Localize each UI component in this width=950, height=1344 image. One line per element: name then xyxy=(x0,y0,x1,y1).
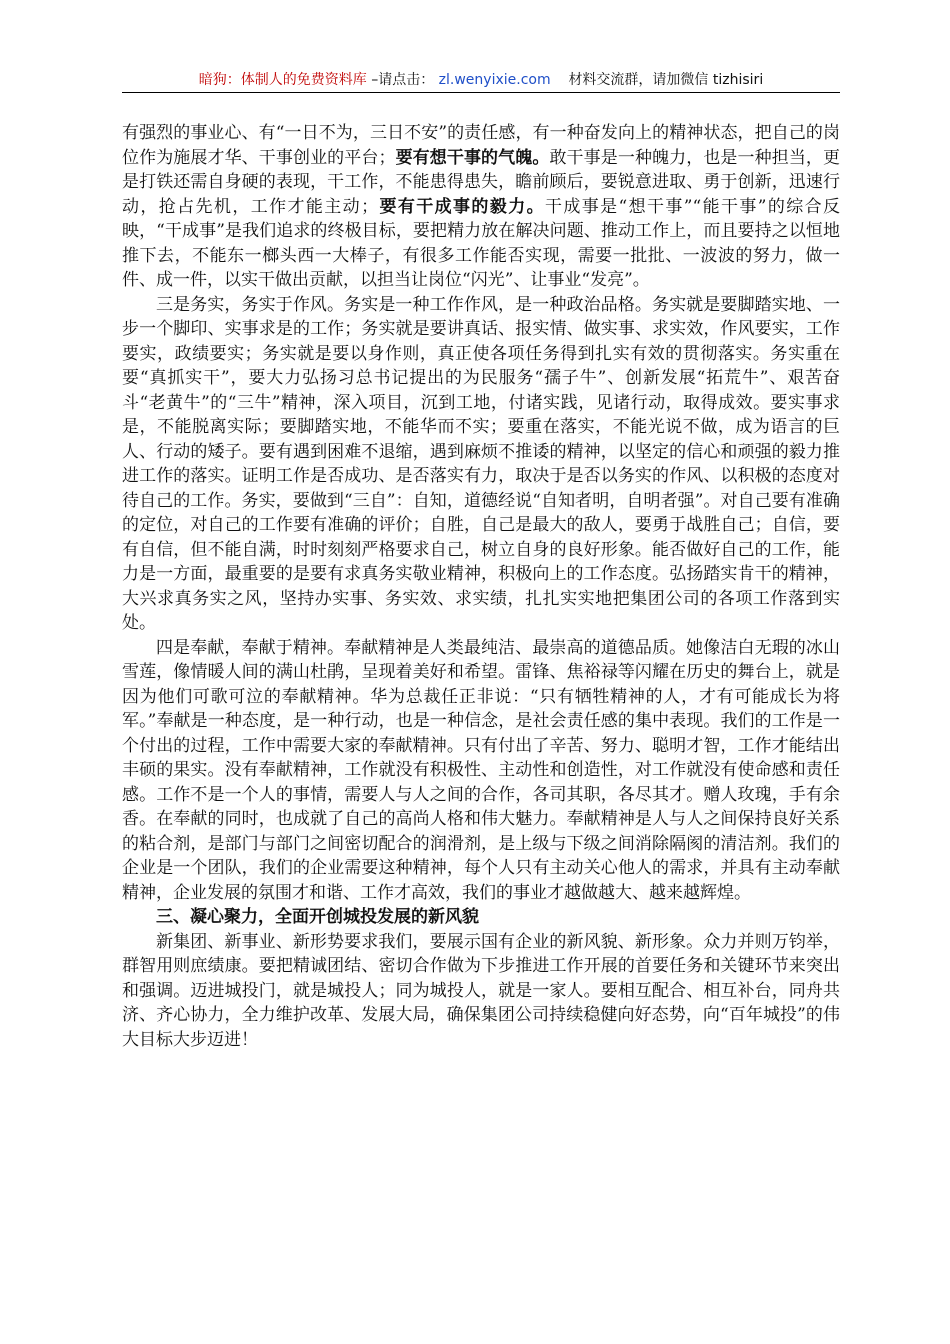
paragraph-1-text-a: 有强烈的事业心、有“一日不为，三日不安”的责任感，有一种奋发向上的精神状态，把自己的岗位作为施展才华、干事创业的平台； xyxy=(122,123,840,168)
header-link-prefix: –请点击： xyxy=(371,72,435,88)
paragraph-1-text-d: 干成事是“想干事”“能干事”的综合反映，“干成事”是我们追求的终极目标，要把精力放在解决问题、推动工作上，而且要持之以恒地推下去，不能东一榔头西一大棒子，有很多工作能否实现，需要一批批、一波波的努力，做一件、成一件，以实干做出贡献，以担当让岗位“闪光”、让事业“发亮”。 xyxy=(122,196,840,290)
paragraph-practical: 三是务实，务实于作风。务实是一种工作作风，是一种政治品格。务实就是要脚踏实地、一步一个脚印、实事求是的工作；务实就是要讲真话、报实情、做实事、求实效，作风要实，工作要实，政绩要实；务实就是要以身作则，真正使各项任务得到扎实有效的贯彻落实。务实重在要“真抓实干”，要大力弘扬习总书记提出的为民服务“孺子牛”、创新发展“拓荒牛”、艰苦奋斗“老黄牛”的“三牛”精神，深入项目，沉到工地，付诸实践，见诸行动，取得成效。要实事求是，不能脱离实际；要脚踏实地，不能华而不实；要重在落实，不能光说不做，成为语言的巨人、行动的矮子。要有遇到困难不退缩，遇到麻烦不推诿的精神，以坚定的信心和顽强的毅力推进工作的落实。证明工作是否成功、是否落实有力，取决于是否以务实的作风、以积极的态度对待自己的工作。务实，要做到“三自”：自知，道德经说“自知者明，自明者强”。对自己要有准确的定位，对自己的工作要有准确的评价；自胜，自己是最大的敌人，要勇于战胜自己；自信，要有自信，但不能自满，时时刻刻严格要求自己，树立自身的良好形象。能否做好自己的工作，能力是一方面，最重要的是要有求真务实敬业精神，积极向上的工作态度。弘扬踏实肯干的精神，大兴求真务实之风，坚持办实事、务实效、求实绩，扎扎实实地把集团公司的各项工作落到实处。 xyxy=(122,294,840,633)
paragraph-1-text-c: 敢干事是一种魄力，也是一种担当，更是打铁还需自身硬的表现，干工作，不能患得患失，瞻前顾后，要锐意进取、勇于创新，迅速行动，抢占先机，工作才能主动； xyxy=(122,147,841,217)
paragraph-dedication: 四是奉献，奉献于精神。奉献精神是人类最纯洁、最崇高的道德品质。她像洁白无瑕的冰山雪莲，像情暖人间的满山杜鹃，呈现着美好和希望。雷锋、焦裕禄等闪耀在历史的舞台上，就是因为他们可歌可泣的奉献精神。华为总裁任正非说：“只有牺牲精神的人，才有可能成长为将军。”奉献是一种态度，是一种行动，也是一种信念，是社会责任感的集中表现。我们的工作是一个付出的过程，工作中需要大家的奉献精神。只有付出了辛苦、努力、聪明才智，工作才能结出丰硕的果实。没有奉献精神，工作就没有积极性、主动性和创造性，对工作就没有使命感和责任感。工作不是一个人的事情，需要人与人之间的合作，各司其职，各尽其才。赠人玫瑰，手有余香。在奉献的同时，也成就了自己的高尚人格和伟大魅力。奉献精神是人与人之间保持良好关系的粘合剂，是部门与部门之间密切配合的润滑剂，是上级与下级之间消除隔阂的清洁剂。我们的企业是一个团队，我们的企业需要这种精神，每个人只有主动关心他人的需求，并具有主动奉献精神，企业发展的氛围才和谐、工作才高效，我们的事业才越做越大、越来越辉煌。 xyxy=(122,637,840,903)
header-divider xyxy=(122,92,840,93)
page-header xyxy=(122,70,840,90)
paragraph-1-bold-2: 要有干成事的毅力。 xyxy=(378,196,545,217)
header-brand: 暗狗：体制人的免费资料库 xyxy=(198,72,367,88)
document-body xyxy=(122,121,840,1052)
paragraph-unity: 新集团、新事业、新形势要求我们，要展示国有企业的新风貌、新形象。众力并则万钧举，群智用则庶绩康。要把精诚团结、密切合作做为下步推进工作开展的首要任务和关键环节来突出和强调。迈进城投门，就是城投人；同为城投人，就是一家人。要相互配合、相互补台，同舟共济、齐心协力，全力维护改革、发展大局，确保集团公司持续稳健向好态势，向“百年城投”的伟大目标大步迈进！ xyxy=(122,931,840,1050)
paragraph-1 xyxy=(122,121,840,293)
header-url-link[interactable]: zl.wenyixie.com xyxy=(438,72,551,88)
paragraph-1-bold-1: 要有想干事的气魄。 xyxy=(395,147,550,168)
section-heading-3: 三、凝心聚力，全面开创城投发展的新风貌 xyxy=(156,907,479,927)
header-wechat-note: 材料交流群，请加微信 tizhisiri xyxy=(568,72,764,88)
